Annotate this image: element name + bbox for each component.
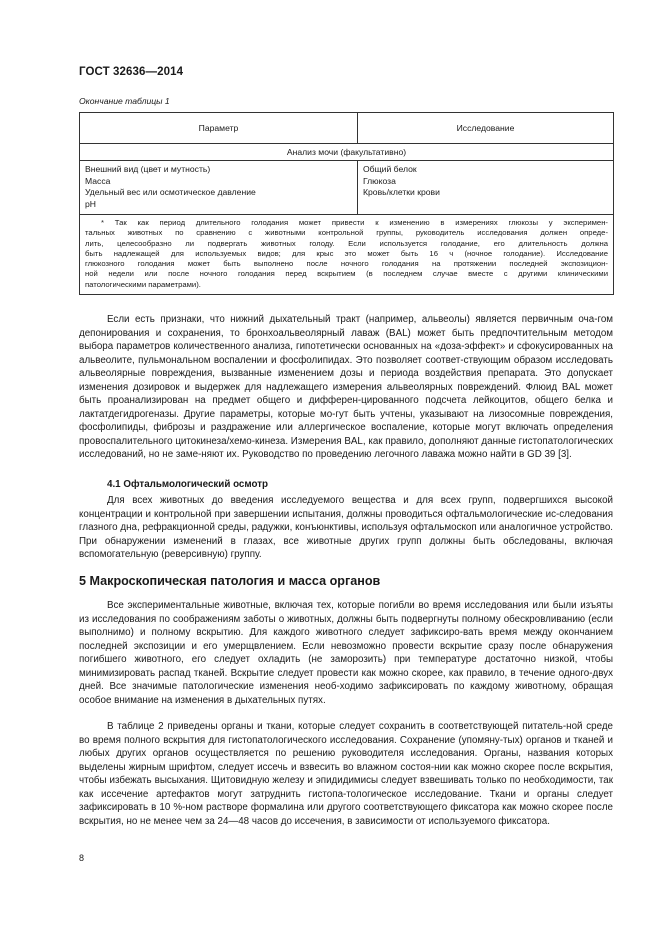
table-footnote-row bbox=[80, 215, 614, 295]
page-number: 8 bbox=[79, 853, 85, 863]
table-header-row bbox=[80, 113, 614, 144]
footnote-line: лить, целесообразно ли подвергать животных голоду. Если используется голодание, его длительность должна bbox=[85, 238, 608, 248]
paragraph-necropsy bbox=[79, 599, 613, 707]
study-item: Кровь/клетки крови bbox=[363, 187, 440, 197]
table-caption: Окончание таблицы 1 bbox=[79, 96, 170, 106]
paragraph-ophthalmology bbox=[79, 494, 613, 562]
footnote-line: глюкозного голодания может быть выполнено после ночного голодания на протяжении последней экспозицион- bbox=[85, 259, 608, 269]
section-title: 5 Макроскопическая патология и масса органов bbox=[79, 574, 381, 588]
table-cell bbox=[358, 161, 614, 215]
table-section-row bbox=[80, 144, 614, 161]
paragraph-text: Все экспериментальные животные, включая тех, которые погибли во время исследования или были изъяты из исследования по соображениям заботы о животных, должны быть подвергнуты полному обескровливанию (если выполнимо) и полному вскрытию. Для каждого животного следует зафиксиро-вать время между окончанием последней экспозиции и его умерщвлением. Если невозможно провести вскрытие сразу после обнаружения погибшего животного, его следует охладить (не заморозить) при температуре достаточно низкой, чтобы минимизировать распад тканей. Вскрытие следует провести как можно скорее, как правило, в течение одного-двух дней. Все значимые патологические изменения необ-ходимо зафиксировать по каждому животному, обращая особое внимание на изменения в дыхательных путях. bbox=[79, 600, 613, 706]
table-header-cell: Исследование bbox=[358, 113, 614, 144]
footnote-line: ной недели или после ночного голодания перед вскрытием (в последнем случае вместе с другими клиническими bbox=[85, 269, 608, 279]
parameter-item: pH bbox=[85, 198, 96, 209]
paragraph-organs bbox=[79, 720, 613, 828]
footnote-line: быть надлежащей для используемых видов; для крыс это может быть 16 ч (ночное голодание). Исследование bbox=[85, 248, 608, 258]
study-item: Глюкоза bbox=[363, 175, 396, 186]
paragraph-bal bbox=[79, 313, 613, 462]
table-cell bbox=[80, 161, 358, 215]
subsection-title: 4.1 Офтальмологический осмотр bbox=[107, 479, 269, 490]
table-header-cell: Параметр bbox=[80, 113, 358, 144]
study-item: Общий белок bbox=[363, 164, 417, 174]
parameters-table bbox=[79, 112, 614, 295]
paragraph-text: В таблице 2 приведены органы и ткани, которые следует сохранить в соответствующей питатель-ной среде во время полного вскрытия для гистопатологического исследования. Сохранение (упомяну-тых) органов и тканей и любых других органов осуществляется по решению руководителя исследования. Органы, названия которых выделены жирным шрифтом, следует иссечь и взвесить во влажном состоя-нии как можно скорее после вскрытия, чтобы избежать высыхания. Щитовидную железу и эпидидимисы следует взвешивать только по необходимости, так как иссечение артефактов могут затруднить гистопа-тологическое исследование. Ткани и органы следует зафиксировать в 10 %-ном растворе формалина или другого соответствующего фиксатора как можно скорее после вскрытия, но не менее чем за 24—48 часов до иссечения, в зависимости от используемого фиксатора. bbox=[79, 721, 613, 827]
document-code: ГОСТ 32636—2014 bbox=[79, 66, 184, 78]
parameter-item: Масса bbox=[85, 175, 111, 186]
paragraph-text: Для всех животных до введения исследуемого вещества и для всех групп, подвергшихся высокой концентрации и контрольной при завершении испытания, должны проводиться офтальмологические ис-следования глазного дна, рефракционной среды, радужки, конъюнктивы, используя офтальмоскоп или аналогичное устройство. При обнаружении изменений в глазах, все животные других групп должны быть обследованы, включая вспомогательную (реверсивную) группу. bbox=[79, 495, 613, 561]
table-row bbox=[80, 161, 614, 215]
table-footnote bbox=[80, 215, 614, 295]
parameter-item: Внешний вид (цвет и мутность) bbox=[85, 164, 211, 174]
table-section-title: Анализ мочи (факультативно) bbox=[80, 144, 614, 161]
footnote-line: тальных животных по сравнению с животными контрольной группы, руководитель исследования должен опреде- bbox=[85, 228, 608, 238]
parameter-item: Удельный вес или осмотическое давление bbox=[85, 187, 256, 197]
footnote-line: патологическими параметрами). bbox=[85, 279, 201, 289]
footnote-line: * Так как период длительного голодания может привести к изменению в измерениях глюкозы у эксперимен- bbox=[101, 218, 608, 227]
paragraph-text: Если есть признаки, что нижний дыхательный тракт (например, альвеолы) является первичным оча-гом депонирования и сохранения, то бронхоальвеолярный лаваж (BAL) может быть предпочтительным методом выбора параметров количественного анализа, гипотетически основанных на «доза-эффект» и сфокусированных на альвеолите, пульмональном воспалении и фосфолипидах. Это позволяет соответ-ствующим образом исследовать альвеолярные повреждения, вызванные изменением дозы и периода воздействия препарата. Это допускает изменения дозировок и выдержек для надлежащего измерения альвеолярных повреждений. Флюид BAL может быть проанализирован на предмет общего и дифферен-цированного подсчета лейкоцитов, общего белка и лактатдегидрогеназы. Другие параметры, которые мо-гут быть учтены, указывают на лизосомные повреждения, фосфолипиды, фиброзы и раздражение или аллергическое воспаление, которые могут включать определения провоспалительного цитокинеза/хемо-кинеза. Измерения BAL, как правило, дополняют данные гистопатологических исследований, но не заме-няют их. Руководство по проведению легочного лаважа можно найти в GD 39 [3]. bbox=[79, 314, 613, 461]
